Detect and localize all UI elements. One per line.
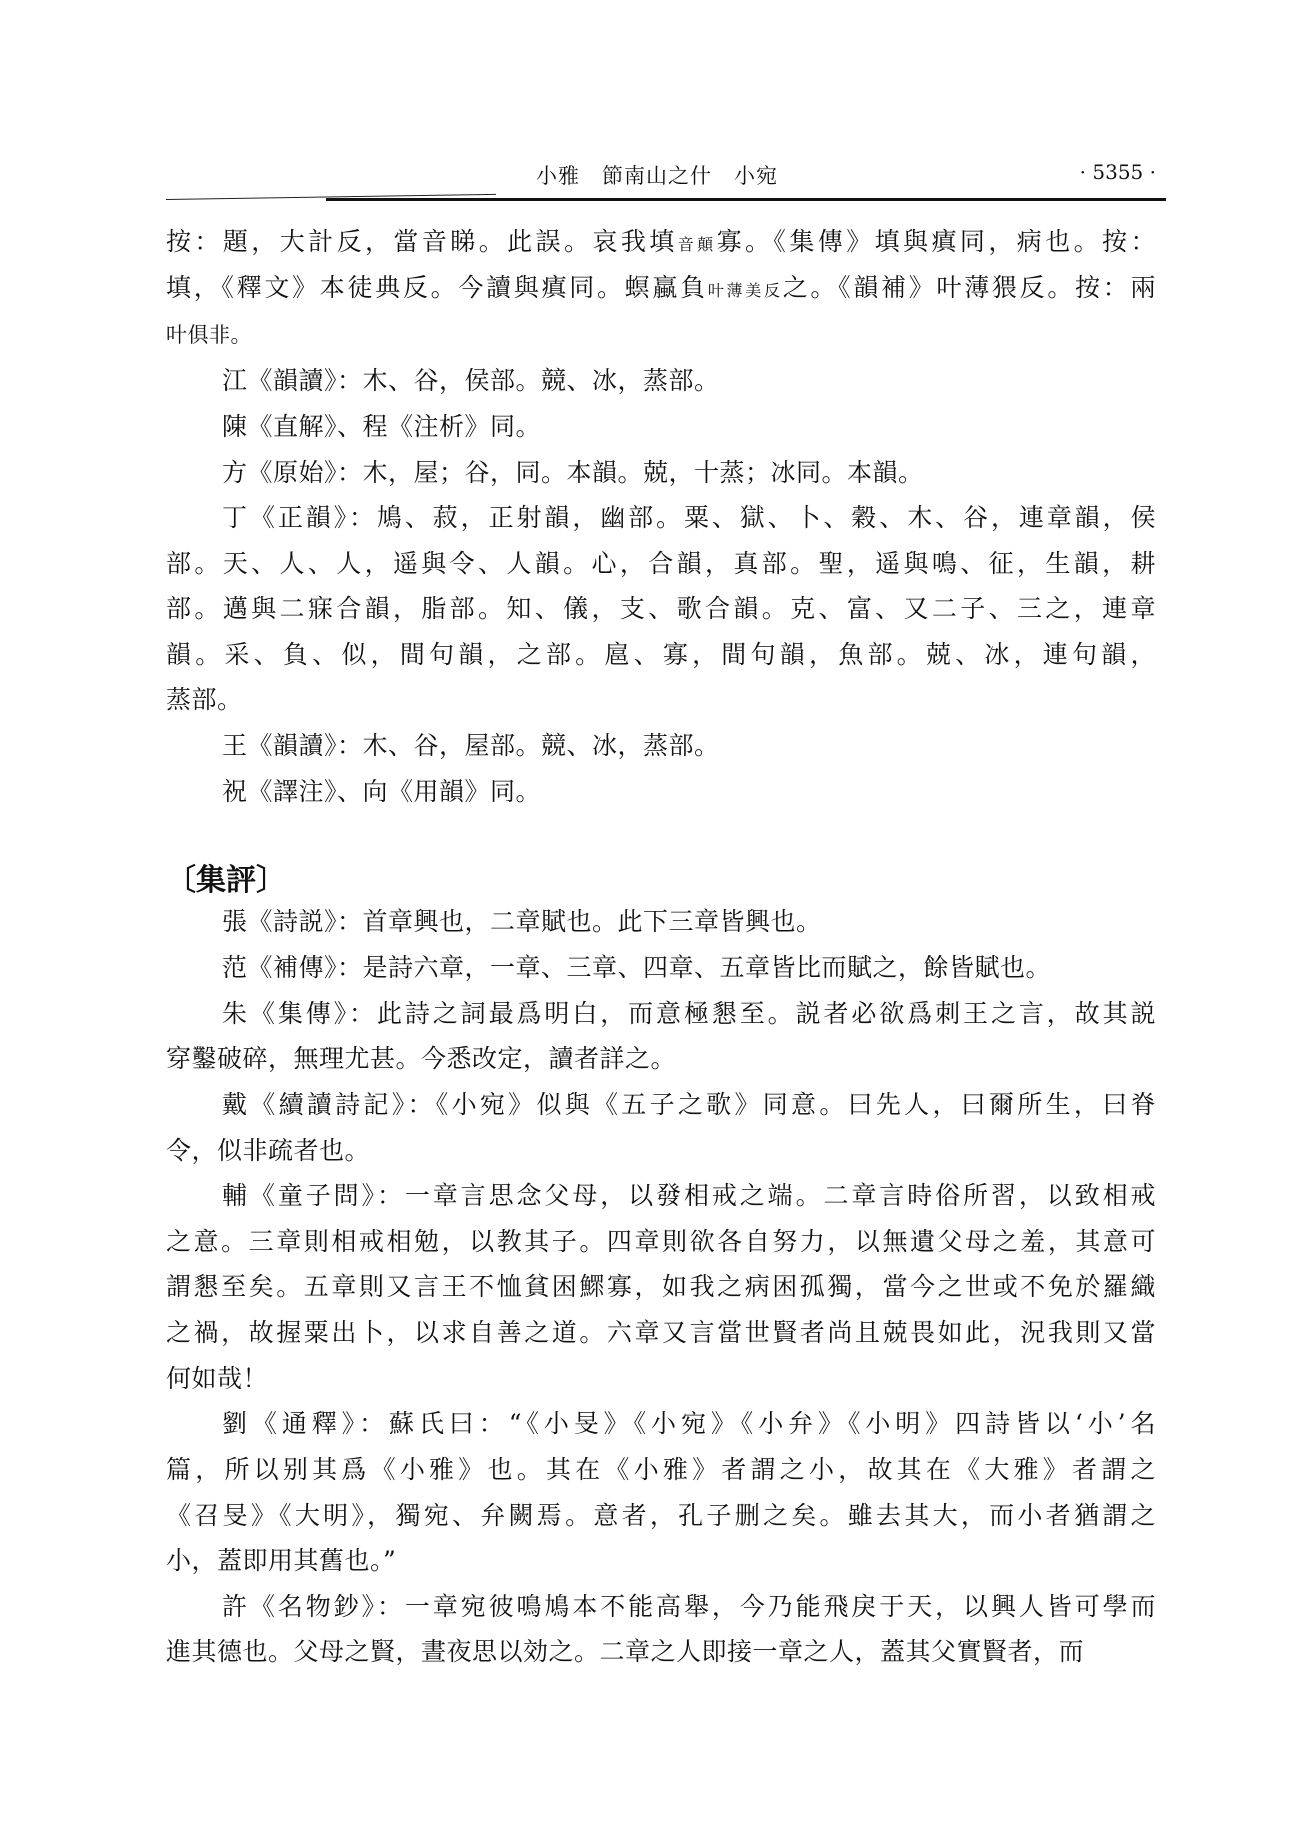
note-line: [166, 227, 1156, 260]
rhyme-line: 韻。采、負、似，間句韻，之部。扈、寡，間句韻，魚部。兢、冰，連句韻，: [166, 640, 1156, 669]
header-rule-thick: [326, 198, 1166, 201]
section-heading: 〔集評〕: [166, 863, 286, 898]
note-text: 之。《韻補》叶薄猥反。按：兩: [782, 273, 1156, 302]
commentary-line: 張《詩説》：首章興也，二章賦也。此下三章皆興也。: [222, 907, 822, 936]
commentary-line: 許《名物鈔》：一章宛彼鳴鳩本不能高舉，今乃能飛戾于天，以興人皆可學而: [222, 1592, 1156, 1621]
note-small-text: 音顛: [677, 235, 717, 254]
rhyme-line: 王《韻讀》：木、谷，屋部。競、冰，蒸部。: [222, 731, 720, 760]
note-line: 叶俱非。: [166, 323, 252, 347]
rhyme-line: 江《韻讀》：木、谷，侯部。競、冰，蒸部。: [222, 366, 720, 395]
commentary-line: 劉《通釋》：蘇氏曰：“《小旻》《小宛》《小弁》《小明》四詩皆以‘小’名: [222, 1409, 1156, 1438]
commentary-line: 朱《集傳》：此詩之詞最爲明白，而意極懇至。説者必欲爲刺王之言，故其説: [222, 999, 1156, 1028]
rhyme-line: 方《原始》：木，屋；谷，同。本韻。兢，十蒸；冰同。本韻。: [222, 458, 924, 487]
commentary-line: 《召旻》《大明》，獨宛、弁闕焉。意者，孔子删之矣。雖去其大，而小者猶謂之: [166, 1501, 1156, 1530]
note-small-text: 叶薄美反: [707, 281, 783, 300]
commentary-line: 進其德也。父母之賢，晝夜思以効之。二章之人即接一章之人，蓋其父實賢者，而: [166, 1637, 1085, 1666]
commentary-line: 何如哉！: [166, 1364, 269, 1393]
rhyme-line: 部。天、人、人，遥與令、人韻。心，合韻，真部。聖，遥與鳴、征，生韻，耕: [166, 549, 1156, 578]
rhyme-line: 陳《直解》、程《注析》同。: [222, 412, 542, 441]
commentary-line: 之意。三章則相戒相勉，以教其子。四章則欲各自努力，以無遺父母之羞，其意可: [166, 1227, 1156, 1256]
commentary-line: 之禍，故握粟出卜，以求自善之道。六章又言當世賢者尚且兢畏如此，況我則又當: [166, 1318, 1156, 1347]
commentary-line: 謂懇至矣。五章則又言王不恤貧困鰥寡，如我之病困孤獨，當今之世或不免於羅織: [166, 1272, 1156, 1301]
rhyme-line: 蒸部。: [166, 685, 243, 714]
rhyme-line: 部。邁與二寐合韻，脂部。知、儀，支、歌合韻。克、富、又二子、三之，連章: [166, 594, 1156, 623]
note-line: [166, 273, 1156, 306]
note-text: 填，《釋文》本徒典反。今讀與瘨同。螟蠃負: [166, 273, 708, 302]
commentary-line: 令，似非疏者也。: [166, 1136, 371, 1165]
rhyme-line: 丁《正韻》：鳩、菽，正射韻，幽部。粟、獄、卜、穀、木、谷，連章韻，侯: [222, 503, 1156, 532]
commentary-line: 小，蓋即用其舊也。”: [166, 1546, 397, 1575]
page-header: [166, 160, 1156, 194]
commentary-line: 范《補傳》：是詩六章，一章、三章、四章、五章皆比而賦之，餘皆賦也。: [222, 953, 1052, 982]
commentary-line: 篇，所以别其爲《小雅》也。其在《小雅》者謂之小，故其在《大雅》者謂之: [166, 1455, 1156, 1484]
commentary-line: 穿鑿破碎，無理尤甚。今悉改定，讀者詳之。: [166, 1044, 677, 1073]
commentary-line: 輔《童子問》：一章言思念父母，以發相戒之端。二章言時俗所習，以致相戒: [222, 1181, 1156, 1210]
rhyme-line: 祝《譯注》、向《用韻》同。: [222, 777, 542, 806]
commentary-line: 戴《續讀詩記》：《小宛》似與《五子之歌》同意。曰先人，曰爾所生，曰脊: [222, 1090, 1156, 1119]
page-number: · 5355 ·: [1079, 160, 1156, 184]
running-title: 小雅 節南山之什 小宛: [536, 164, 778, 188]
note-text: 按：題，大計反，當音睇。此誤。哀我填: [166, 227, 678, 256]
note-text: 寡。《集傳》填與瘨同，病也。按：: [716, 227, 1156, 256]
header-rule: [166, 197, 1166, 200]
